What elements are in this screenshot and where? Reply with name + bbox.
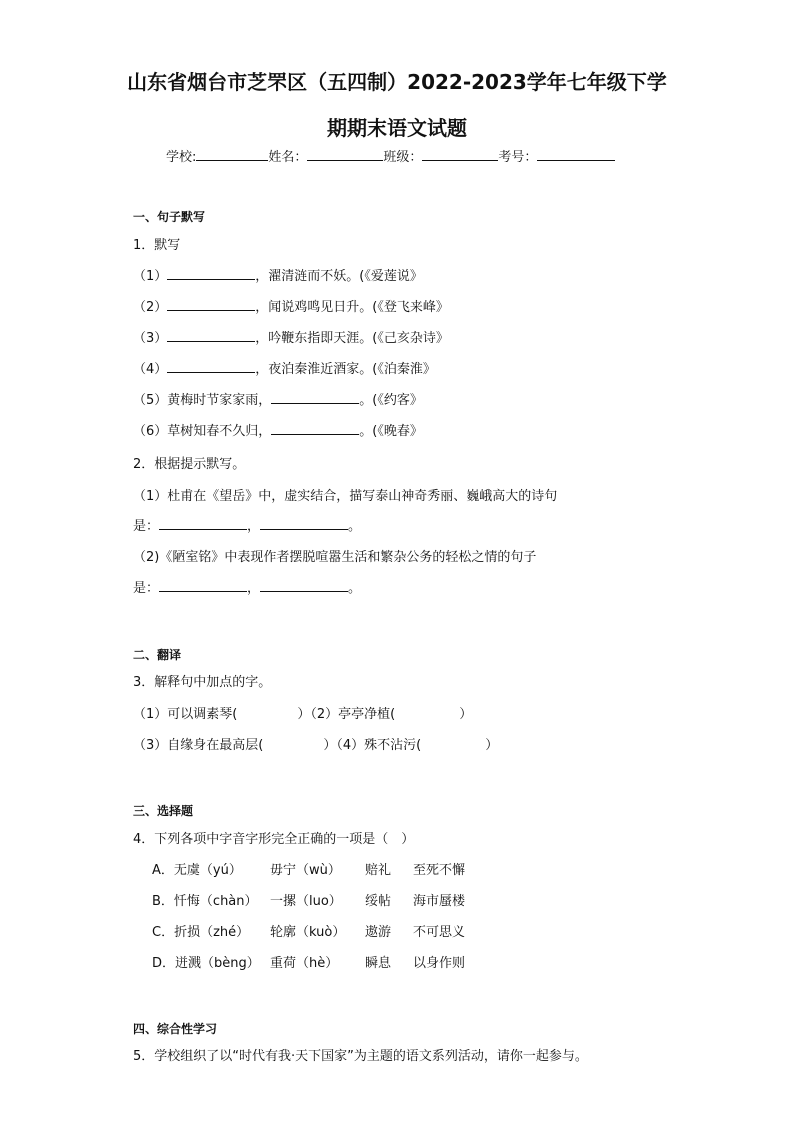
punctuation: 。 [348, 581, 362, 596]
q1-item-6 [133, 420, 423, 439]
item-number: （4） [133, 362, 168, 377]
item-text: ） [459, 707, 473, 722]
option-word: 重荷（hè） [270, 956, 339, 971]
option-label: D．迸溅（bèng） [152, 956, 260, 971]
question-4-stem: 4．下列各项中字音字形完全正确的一项是（ ） [133, 832, 415, 847]
answer-blank[interactable] [167, 298, 255, 311]
item-text: 草树知春不久归， [167, 424, 272, 439]
item-text: ，夜泊秦淮近酒家。(《泊秦淮》 [255, 362, 436, 377]
answer-blank[interactable] [271, 422, 359, 435]
answer-blank[interactable] [167, 360, 255, 373]
item-text: 黄梅时节家家雨， [167, 393, 272, 408]
item-text: ，濯清涟而不妖。(《爱莲说》 [255, 269, 423, 284]
option-word: 赔礼 [365, 863, 392, 878]
item-number: （3） [133, 331, 168, 346]
item-number: （6） [133, 424, 168, 439]
option-d[interactable] [152, 952, 465, 971]
item-text: ，吟鞭东指即天涯。(《己亥杂诗》 [255, 331, 449, 346]
punctuation: ， [247, 581, 261, 596]
q1-item-4 [133, 358, 436, 377]
option-label: A．无虞（yú） [152, 863, 242, 878]
item-number: （1） [133, 269, 168, 284]
section-heading-4: 四、综合性学习 [133, 1022, 218, 1036]
q3-row-2 [133, 734, 498, 753]
option-word: 至死不懈 [413, 863, 466, 878]
option-word: 轮廓（kuò） [270, 925, 346, 940]
student-info-line [166, 146, 615, 165]
question-3-stem: 3．解释句中加点的字。 [133, 675, 272, 690]
answer-blank[interactable] [159, 517, 247, 530]
school-label: 学校: [166, 150, 197, 165]
q2-part-2: （2)《陋室铭》中表现作者摆脱喧嚣生活和繁杂公务的轻松之情的句子 [133, 550, 537, 565]
answer-blank[interactable] [260, 579, 348, 592]
name-blank[interactable] [307, 148, 383, 161]
item-text: ）（4）殊不沾污( [323, 738, 422, 753]
item-text: （1）可以调素琴( [133, 707, 238, 722]
exam-title-line1: 山东省烟台市芝罘区（五四制）2022-2023学年七年级下学 [127, 70, 667, 94]
item-text: ，闻说鸡鸣见日升。(《登飞来峰》 [255, 300, 449, 315]
option-label: B．忏悔（chàn） [152, 894, 258, 909]
answer-prefix: 是： [133, 581, 160, 596]
option-a[interactable] [152, 859, 465, 878]
answer-prefix: 是： [133, 519, 160, 534]
item-text: ）（2）亭亭净植( [297, 707, 396, 722]
answer-blank[interactable] [271, 391, 359, 404]
question-5-stem: 5．学校组织了以“时代有我·天下国家”为主题的语文系列活动，请你一起参与。 [133, 1049, 588, 1064]
class-blank[interactable] [422, 148, 498, 161]
punctuation: ， [247, 519, 261, 534]
section-heading-2: 二、翻译 [133, 648, 182, 662]
school-blank[interactable] [196, 148, 268, 161]
option-c[interactable] [152, 921, 465, 940]
item-number: （5） [133, 393, 168, 408]
answer-blank[interactable] [167, 267, 255, 280]
answer-blank[interactable] [167, 329, 255, 342]
item-text: ） [485, 738, 499, 753]
exam-no-blank[interactable] [537, 148, 615, 161]
option-word: 以身作则 [413, 956, 466, 971]
option-b[interactable] [152, 890, 465, 909]
q2-part-1: （1）杜甫在《望岳》中，虚实结合，描写泰山神奇秀丽、巍峨高大的诗句 [133, 489, 558, 504]
class-label: 班级： [383, 150, 423, 165]
question-2-stem: 2．根据提示默写。 [133, 457, 246, 472]
option-word: 遨游 [365, 925, 392, 940]
q3-row-1 [133, 703, 472, 722]
q2-part-1-answer [133, 515, 361, 534]
q1-item-5 [133, 389, 423, 408]
section-heading-3: 三、选择题 [133, 804, 194, 818]
exam-title-line2: 期期末语文试题 [327, 116, 467, 140]
question-1-stem: 1．默写 [133, 238, 181, 253]
q1-item-3 [133, 327, 449, 346]
option-word: 海市蜃楼 [413, 894, 466, 909]
option-word: 绥帖 [365, 894, 392, 909]
option-word: 一摞（luo） [270, 894, 342, 909]
section-heading-1: 一、句子默写 [133, 210, 206, 224]
item-text: （3）自缘身在最高层( [133, 738, 264, 753]
option-label: C．折损（zhé） [152, 925, 250, 940]
punctuation: 。 [348, 519, 362, 534]
item-text: 。(《约客》 [359, 393, 423, 408]
option-word: 毋宁（wù） [270, 863, 341, 878]
q2-part-2-answer [133, 577, 361, 596]
answer-blank[interactable] [260, 517, 348, 530]
q1-item-2 [133, 296, 449, 315]
answer-blank[interactable] [159, 579, 247, 592]
item-number: （2） [133, 300, 168, 315]
name-label: 姓名： [268, 150, 308, 165]
exam-no-label: 考号： [498, 150, 538, 165]
q1-item-1 [133, 265, 423, 284]
item-text: 。(《晚春》 [359, 424, 423, 439]
option-word: 瞬息 [365, 956, 392, 971]
option-word: 不可思义 [413, 925, 466, 940]
